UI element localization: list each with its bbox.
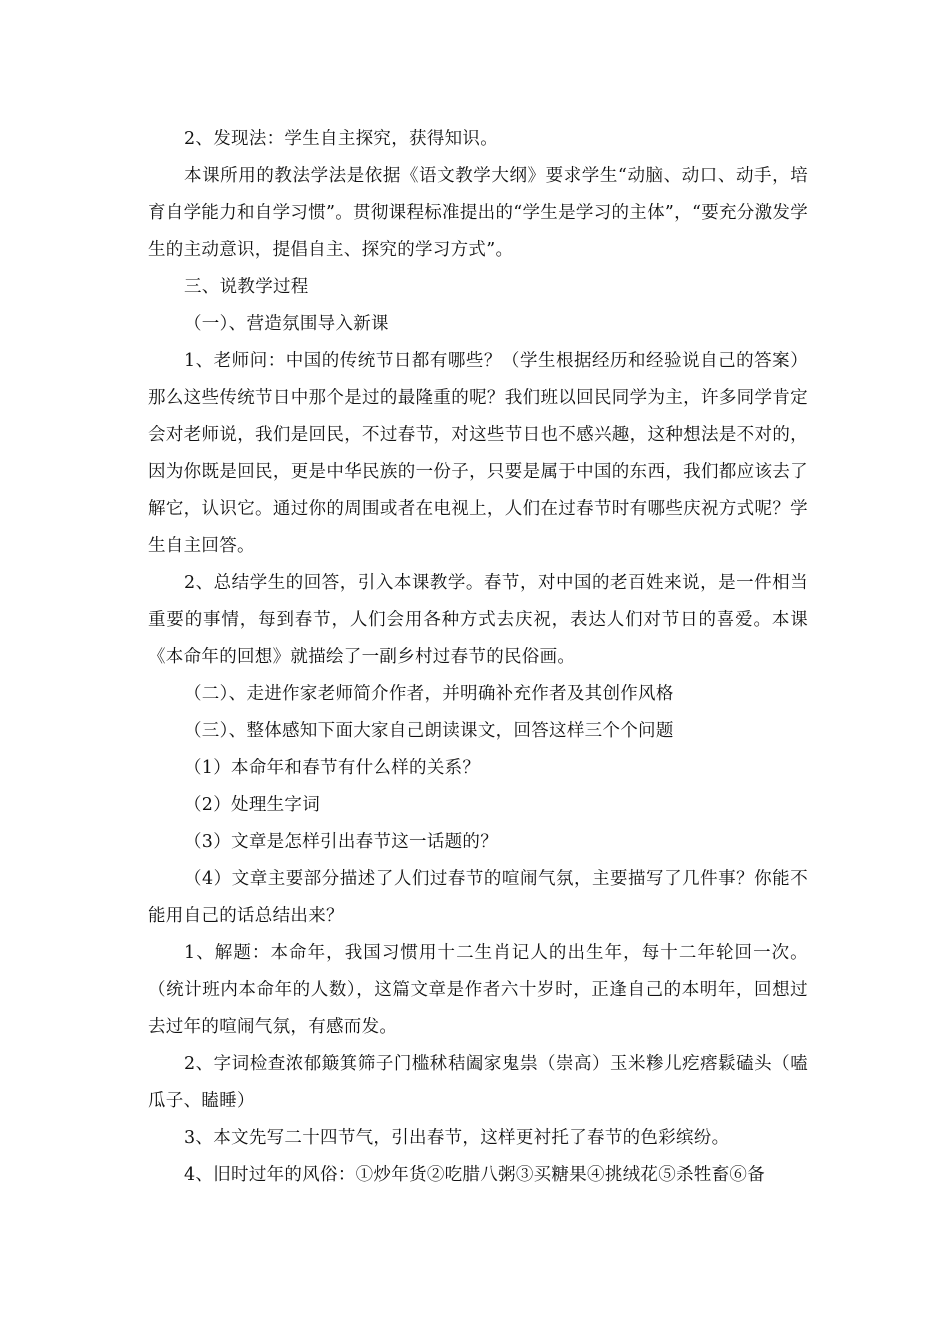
heading-section-1: （一）、营造氛围导入新课 <box>184 314 389 334</box>
heading-section-2: （二）、走进作家老师简介作者，并明确补充作者及其创作风格 <box>184 684 674 704</box>
question-4: （4）文章主要部分描述了人们过春节的喧闹气氛，主要描写了几件事？你能不能用自己的话总结出来？ <box>148 869 808 926</box>
question-1: （1）本命年和春节有什么样的关系？ <box>184 758 481 778</box>
paragraph-teacher-question: 1、老师问：中国的传统节日都有哪些？（学生根据经历和经验说自己的答案）那么这些传统节日中那个是过的最隆重的呢？我们班以回民同学为主，许多同学肯定会对老师说，我们是回民，不过春节，对这些节日也不感兴趣，这种想法是不对的，因为你既是回民，更是中华民族的一份子，只要是属于中国的东西，我们都应该去了解它，认识它。通过你的周围或者在电视上，人们在过春节时有哪些庆祝方式呢？学生自主回答。 <box>148 351 808 556</box>
paragraph-summary: 2、总结学生的回答，引入本课教学。春节，对中国的老百姓来说，是一件相当重要的事情，每到春节，人们会用各种方式去庆祝，表达人们对节日的喜爱。本课《本命年的回想》就描绘了一副乡村过春节的民俗画。 <box>148 573 808 667</box>
heading-teaching-process: 三、说教学过程 <box>184 277 309 297</box>
paragraph-discovery-method: 2、发现法：学生自主探究，获得知识。 <box>184 129 499 149</box>
paragraph-title-explanation: 1、解题：本命年，我国习惯用十二生肖记人的出生年，每十二年轮回一次。（统计班内本命年的人数），这篇文章是作者六十岁时，正逢自己的本明年，回想过去过年的喧闹气氛，有感而发。 <box>148 943 808 1037</box>
question-2: （2）处理生字词 <box>184 795 321 815</box>
paragraph-vocabulary: 2、字词检查浓郁簸箕筛子门槛秫秸阖家鬼祟（崇高）玉米糁儿疙瘩鬏磕头（嗑瓜子、瞌睡） <box>148 1054 808 1111</box>
heading-section-3: （三）、整体感知下面大家自己朗读课文，回答这样三个个问题 <box>184 721 674 741</box>
question-3: （3）文章是怎样引出春节这一话题的？ <box>184 832 499 852</box>
paragraph-solar-terms: 3、本文先写二十四节气，引出春节，这样更衬托了春节的色彩缤纷。 <box>184 1128 730 1148</box>
paragraph-customs: 4、旧时过年的风俗：①炒年货②吃腊八粥③买糖果④挑绒花⑤杀牲畜⑥备 <box>184 1165 766 1185</box>
paragraph-teaching-basis: 本课所用的教法学法是依据《语文教学大纲》要求学生“动脑、动口、动手，培育自学能力和自学习惯”。贯彻课程标准提出的“学生是学习的主体”，“要充分激发学生的主动意识，提倡自主、探究的学习方式”。 <box>148 166 808 260</box>
